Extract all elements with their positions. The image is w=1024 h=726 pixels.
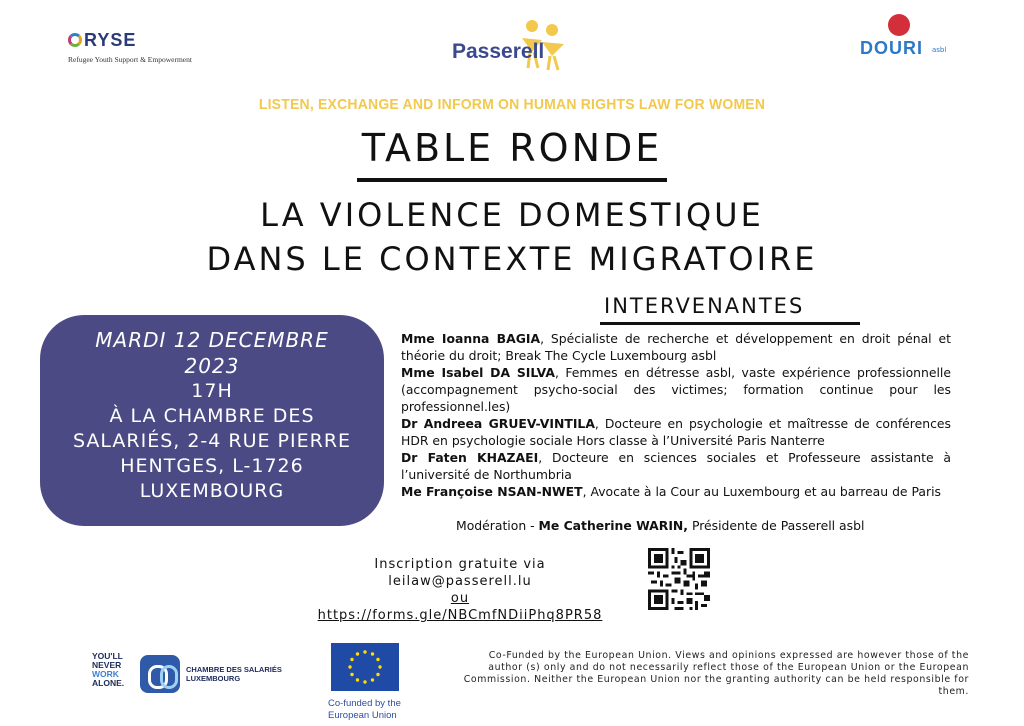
eu-flag-icon xyxy=(331,643,399,691)
speakers-divider xyxy=(600,322,860,325)
eu-star xyxy=(371,652,374,655)
eu-star xyxy=(356,652,359,655)
moderator-name: Me Catherine WARIN, xyxy=(538,518,689,533)
eu-caption-line: European Union xyxy=(328,710,397,721)
registration-or: ou xyxy=(450,591,470,606)
headline-line-2: DANS LE CONTEXTE MIGRATOIRE xyxy=(206,240,818,278)
speakers-list xyxy=(401,330,951,500)
csl-logo-icon xyxy=(140,655,180,693)
eu-star xyxy=(350,673,353,676)
qr-code-icon[interactable] xyxy=(648,548,710,610)
event-time: 17H xyxy=(191,380,233,402)
ynwa-logo xyxy=(92,652,132,694)
speaker-name: Dr Andreea GRUEV-VINTILA xyxy=(401,416,595,431)
douri-logo-icon xyxy=(888,14,910,36)
eu-star xyxy=(378,665,381,668)
registration-form-link[interactable]: https://forms.gle/NBCmfNDiiPhq8PR58 xyxy=(317,608,603,623)
passerell-name: Passerell xyxy=(452,40,545,63)
registration-label: Inscription gratuite via xyxy=(374,557,546,572)
douri-suffix: asbl xyxy=(932,46,947,54)
ynwa-line: YOU'LL xyxy=(92,651,123,661)
speaker-description: , Spécialiste de recherche et développement en droit pénal et théorie du droit; Break The Cycle Luxembourg asbl xyxy=(401,331,951,363)
moderation-prefix: Modération - xyxy=(456,518,539,533)
douri-logo xyxy=(860,14,950,64)
event-venue-line: SALARIÉS, 2-4 RUE PIERRE xyxy=(72,430,352,452)
event-year: 2023 xyxy=(184,354,240,378)
speaker-name: Mme Isabel DA SILVA xyxy=(401,365,555,380)
eu-star xyxy=(376,673,379,676)
registration-email-link[interactable]: leilaw@passerell.lu xyxy=(388,574,532,589)
event-date: MARDI 12 DECEMBRE xyxy=(95,328,329,352)
registration-info xyxy=(290,556,630,624)
csl-line: LUXEMBOURG xyxy=(186,674,241,683)
speaker-description: , Docteure en sciences sociales et Professeure assistante à l’université de Northumbria xyxy=(401,450,951,482)
speaker-entry xyxy=(401,330,951,364)
speaker-entry xyxy=(401,483,951,500)
moderation-line xyxy=(456,518,864,533)
ryse-logo-icon xyxy=(68,33,82,47)
speaker-name: Me Françoise NSAN-NWET xyxy=(401,484,583,499)
event-venue-line: LUXEMBOURG xyxy=(139,480,285,502)
page-title: TABLE RONDE xyxy=(361,126,663,170)
eu-star xyxy=(348,665,351,668)
eu-caption xyxy=(328,698,428,722)
ryse-logo xyxy=(68,30,238,72)
event-venue-line: À LA CHAMBRE DES xyxy=(109,405,315,427)
ynwa-line: NEVER xyxy=(92,660,122,670)
eu-caption-line: Co-funded by the xyxy=(328,698,401,709)
funding-disclaimer: Co-Funded by the European Union. Views and opinions expressed are however those of the author (s) only and do not necessarily reflect those of the European Union or the European Commission. Neither the European Union nor the granting authority can be held responsible for them. xyxy=(463,650,969,697)
speaker-entry xyxy=(401,449,951,483)
ryse-name: RYSE xyxy=(84,30,137,50)
csl-line: CHAMBRE DES SALARIÉS xyxy=(186,665,282,674)
eu-star xyxy=(356,678,359,681)
title-divider xyxy=(357,178,667,182)
speaker-description: , Femmes en détresse asbl, vaste expérience professionnelle (accompagnement psycho-social des victimes; formation continue pour les professionnel.les) xyxy=(401,365,951,414)
csl-logo xyxy=(140,655,290,695)
csl-text xyxy=(186,665,282,683)
event-venue-line: HENTGES, L-1726 xyxy=(120,455,304,477)
event-info-box xyxy=(40,315,384,526)
ynwa-line: WORK xyxy=(92,669,119,679)
douri-name: DOURI xyxy=(860,38,923,58)
eu-star xyxy=(350,658,353,661)
speaker-description: , Docteure en psychologie et maîtresse de conférences HDR en psychologie sociale Hors classe à l’Université Paris Nanterre xyxy=(401,416,951,448)
speaker-description: , Avocate à la Cour au Luxembourg et au barreau de Paris xyxy=(582,484,941,499)
eu-star xyxy=(376,658,379,661)
passerell-logo xyxy=(452,14,582,76)
ynwa-line: ALONE. xyxy=(92,678,125,688)
speaker-name: Mme Ioanna BAGIA xyxy=(401,331,541,346)
moderator-role: Présidente de Passerell asbl xyxy=(688,518,865,533)
project-subtitle: LISTEN, EXCHANGE AND INFORM ON HUMAN RIGHTS LAW FOR WOMEN xyxy=(258,95,766,113)
ryse-tagline: Refugee Youth Support & Empowerment xyxy=(68,55,192,64)
headline-line-1: LA VIOLENCE DOMESTIQUE xyxy=(260,196,764,234)
speaker-name: Dr Faten KHAZAEI xyxy=(401,450,539,465)
speakers-heading: INTERVENANTES xyxy=(604,294,805,318)
speaker-entry xyxy=(401,364,951,415)
eu-star xyxy=(363,650,366,653)
speaker-entry xyxy=(401,415,951,449)
eu-star xyxy=(363,680,366,683)
eu-star xyxy=(371,678,374,681)
